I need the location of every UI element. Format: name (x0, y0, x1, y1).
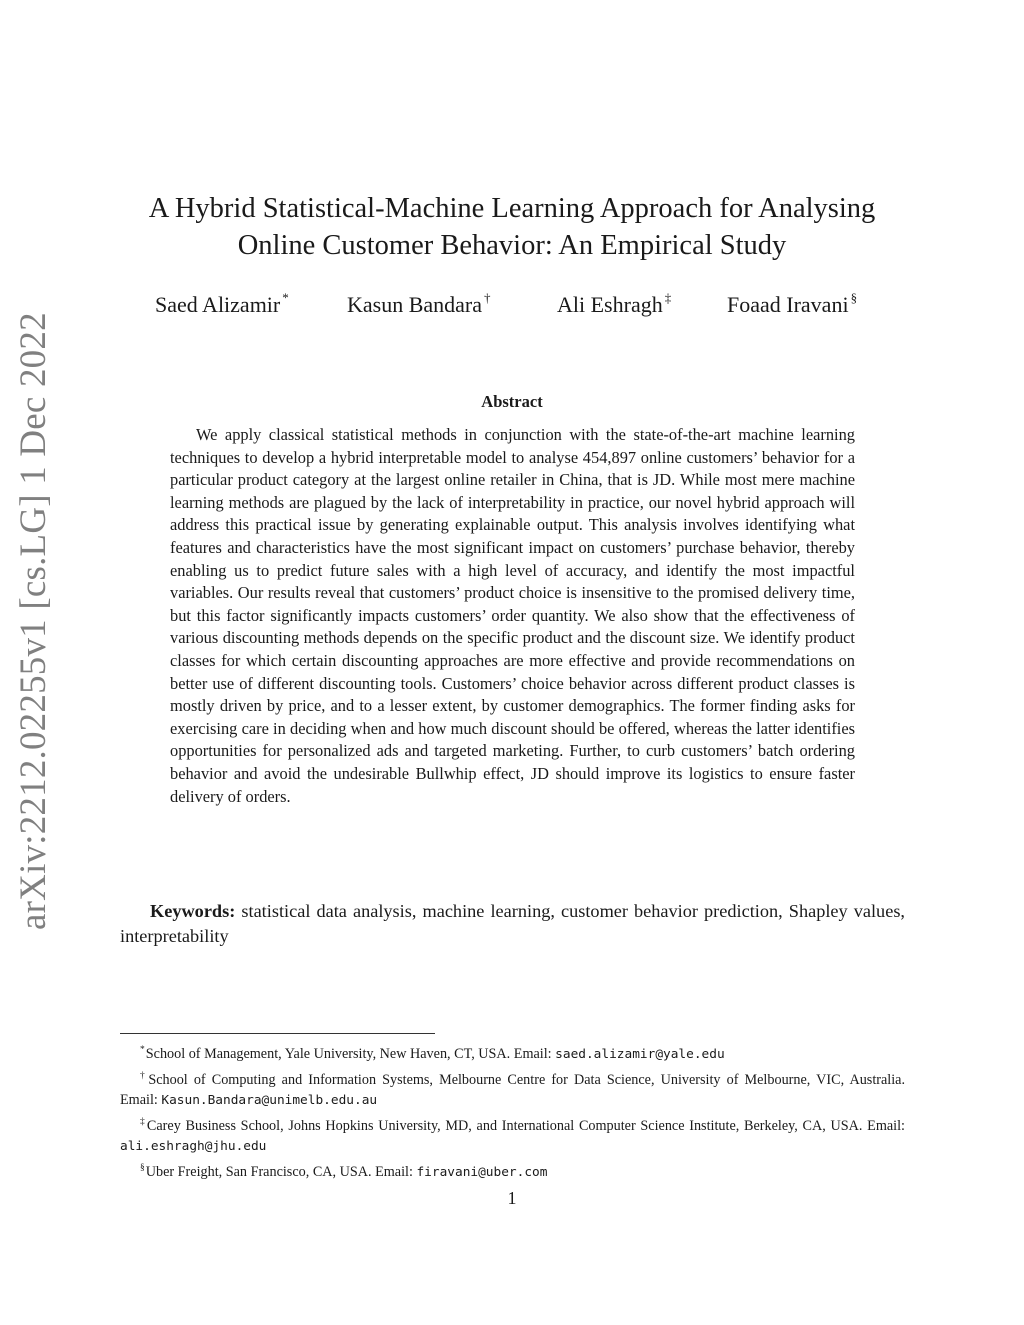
author-1-mark: * (282, 290, 289, 305)
footnote-3: ‡Carey Business School, Johns Hopkins University, MD, and International Computer Science Institute, Berkeley, CA, USA. Email: ali.eshragh@jhu.edu (120, 1116, 905, 1154)
paper-title-line-2: Online Customer Behavior: An Empirical Study (237, 230, 787, 261)
email-link-2[interactable]: Kasun.Bandara@unimelb.edu.au (161, 1093, 378, 1108)
footnotes (120, 1040, 905, 1183)
author-1: Saed Alizamir * (155, 290, 289, 317)
abstract-body: We apply classical statistical methods in conjunction with the state-of-the-art machine learning techniques to develop a hybrid interpretable model to analyse 454,897 online customers’ behavior for a particular product category at the largest online retailer in China, that is JD. While most mere machine learning methods are plagued by the lack of interpretability in practice, our novel hybrid approach will address this practical issue by generating explainable output. This analysis involves identifying what features and characteristics have the most significant impact on customers’ purchase behavior, thereby enabling us to predict future sales with a high level of accuracy, and identify the most impactful variables. Our results reveal that customers’ product choice is insensitive to the promised delivery time, but this factor significantly impacts customers’ order quantity. We also show that the effectiveness of various discounting methods depends on the specific product and the discount size. We identify product classes for which certain discounting approaches are more effective and provide recommendations on better use of different discounting tools. Customers’ choice behavior across different product classes is mostly driven by price, and to a lesser extent, by customer demographics. The former finding asks for exercising care in deciding when and how much discount should be offered, whereas the latter identifies opportunities for personalized ads and targeted marketing. Further, to curb customers’ batch ordering behavior and avoid the undesirable Bullwhip effect, JD should improve its logistics to ensure faster delivery of orders. (170, 425, 855, 806)
author-2: Kasun Bandara † (347, 290, 491, 317)
keywords-paragraph (120, 899, 905, 949)
author-3: Ali Eshragh ‡ (557, 290, 672, 317)
email-link-1[interactable]: saed.alizamir@yale.edu (555, 1047, 725, 1062)
footnote-1: *School of Management, Yale University, New Haven, CT, USA. Email: saed.alizamir@yale.edu (140, 1045, 725, 1062)
author-4: Foaad Iravani § (727, 290, 858, 317)
paper-title-line-1: A Hybrid Statistical-Machine Learning Approach for Analysing (148, 193, 876, 224)
footnote-2: †School of Computing and Information Systems, Melbourne Centre for Data Science, University of Melbourne, VIC, Australia. Email: Kasun.Bandara@unimelb.edu.au (120, 1070, 906, 1108)
email-link-3[interactable]: ali.eshragh@jhu.edu (120, 1139, 267, 1154)
paper-title (100, 190, 924, 264)
footnote-4: §Uber Freight, San Francisco, CA, USA. Email: firavani@uber.com (140, 1162, 548, 1180)
footnote-divider (120, 1033, 435, 1034)
abstract-heading: Abstract (481, 392, 543, 411)
email-link-4[interactable]: firavani@uber.com (416, 1164, 548, 1180)
keywords-list: statistical data analysis, machine learning, customer behavior prediction, Shapley values, interpretability (120, 901, 905, 946)
page-number: 1 (507, 1188, 517, 1208)
author-2-mark: † (484, 290, 491, 305)
arxiv-identifier-stamp: arXiv:2212.02255v1 [cs.LG] 1 Dec 2022 (13, 312, 54, 930)
author-3-mark: ‡ (664, 290, 672, 305)
keywords-label: Keywords: (150, 901, 236, 921)
author-4-mark: § (850, 290, 858, 305)
